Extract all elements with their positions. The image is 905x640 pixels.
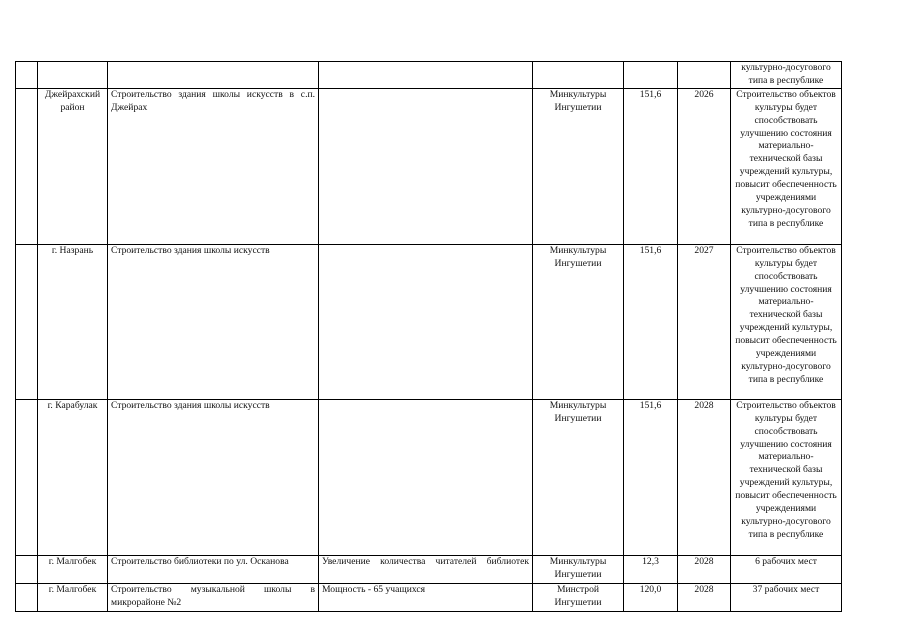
row-number-cell [16,555,38,583]
executor-cell: Минкультуры Ингушетии [533,555,624,583]
table-row [16,88,842,244]
year-cell: 2027 [678,244,731,399]
district-cell: г. Малгобек [38,583,108,611]
year-cell: 2028 [678,555,731,583]
effect-cell: Строительство объектов культуры будет способствовать улучшению состояния материально-технической базы учреждений культуры, повысит обеспеченность учреждениями культурно-досугового типа в республике [731,88,842,244]
indicator-cell: Мощность - 65 учащихся [319,583,533,611]
row-number-cell [16,88,38,244]
year-cell [678,62,731,89]
project-name-cell [108,62,319,89]
executor-cell [533,62,624,89]
row-number-cell [16,583,38,611]
project-name-cell: Строительство библиотеки по ул. Осканова [108,555,319,583]
project-name-cell: Строительство здания школы искусств [108,244,319,399]
indicator-cell [319,62,533,89]
executor-cell: Минкультуры Ингушетии [533,399,624,555]
amount-cell: 151,6 [624,88,678,244]
project-name-cell: Строительство музыкальной школы в микрорайоне №2 [108,583,319,611]
executor-cell: Минкультуры Ингушетии [533,244,624,399]
amount-cell [624,62,678,89]
project-name-cell: Строительство здания школы искусств [108,399,319,555]
district-cell: г. Карабулак [38,399,108,555]
effect-cell: Строительство объектов культуры будет способствовать улучшению состояния материально-технической базы учреждений культуры, повысит обеспеченность учреждениями культурно-досугового типа в республике [731,244,842,399]
amount-cell: 12,3 [624,555,678,583]
year-cell: 2028 [678,399,731,555]
amount-cell: 151,6 [624,399,678,555]
amount-cell: 151,6 [624,244,678,399]
table-row [16,399,842,555]
indicator-cell [319,88,533,244]
year-cell: 2026 [678,88,731,244]
table-row [16,244,842,399]
executor-cell: Минстрой Ингушетии [533,583,624,611]
table-row [16,555,842,583]
executor-cell: Минкультуры Ингушетии [533,88,624,244]
year-cell: 2028 [678,583,731,611]
table-row [16,583,842,611]
district-cell: г. Малгобек [38,555,108,583]
effect-cell: 37 рабочих мест [731,583,842,611]
indicator-cell: Увеличение количества читателей библиотек [319,555,533,583]
indicator-cell [319,399,533,555]
row-number-cell [16,399,38,555]
district-cell: Джейрахский район [38,88,108,244]
effect-cell: культурно-досугового типа в республике [731,62,842,89]
effect-cell: Строительство объектов культуры будет способствовать улучшению состояния материально-технической базы учреждений культуры, повысит обеспеченность учреждениями культурно-досугового типа в республике [731,399,842,555]
project-name-cell: Строительство здания школы искусств в с.п. Джейрах [108,88,319,244]
row-number-cell [16,62,38,89]
effect-cell: 6 рабочих мест [731,555,842,583]
district-cell: г. Назрань [38,244,108,399]
projects-table [15,61,842,612]
district-cell [38,62,108,89]
indicator-cell [319,244,533,399]
amount-cell: 120,0 [624,583,678,611]
row-number-cell [16,244,38,399]
table-row [16,62,842,89]
